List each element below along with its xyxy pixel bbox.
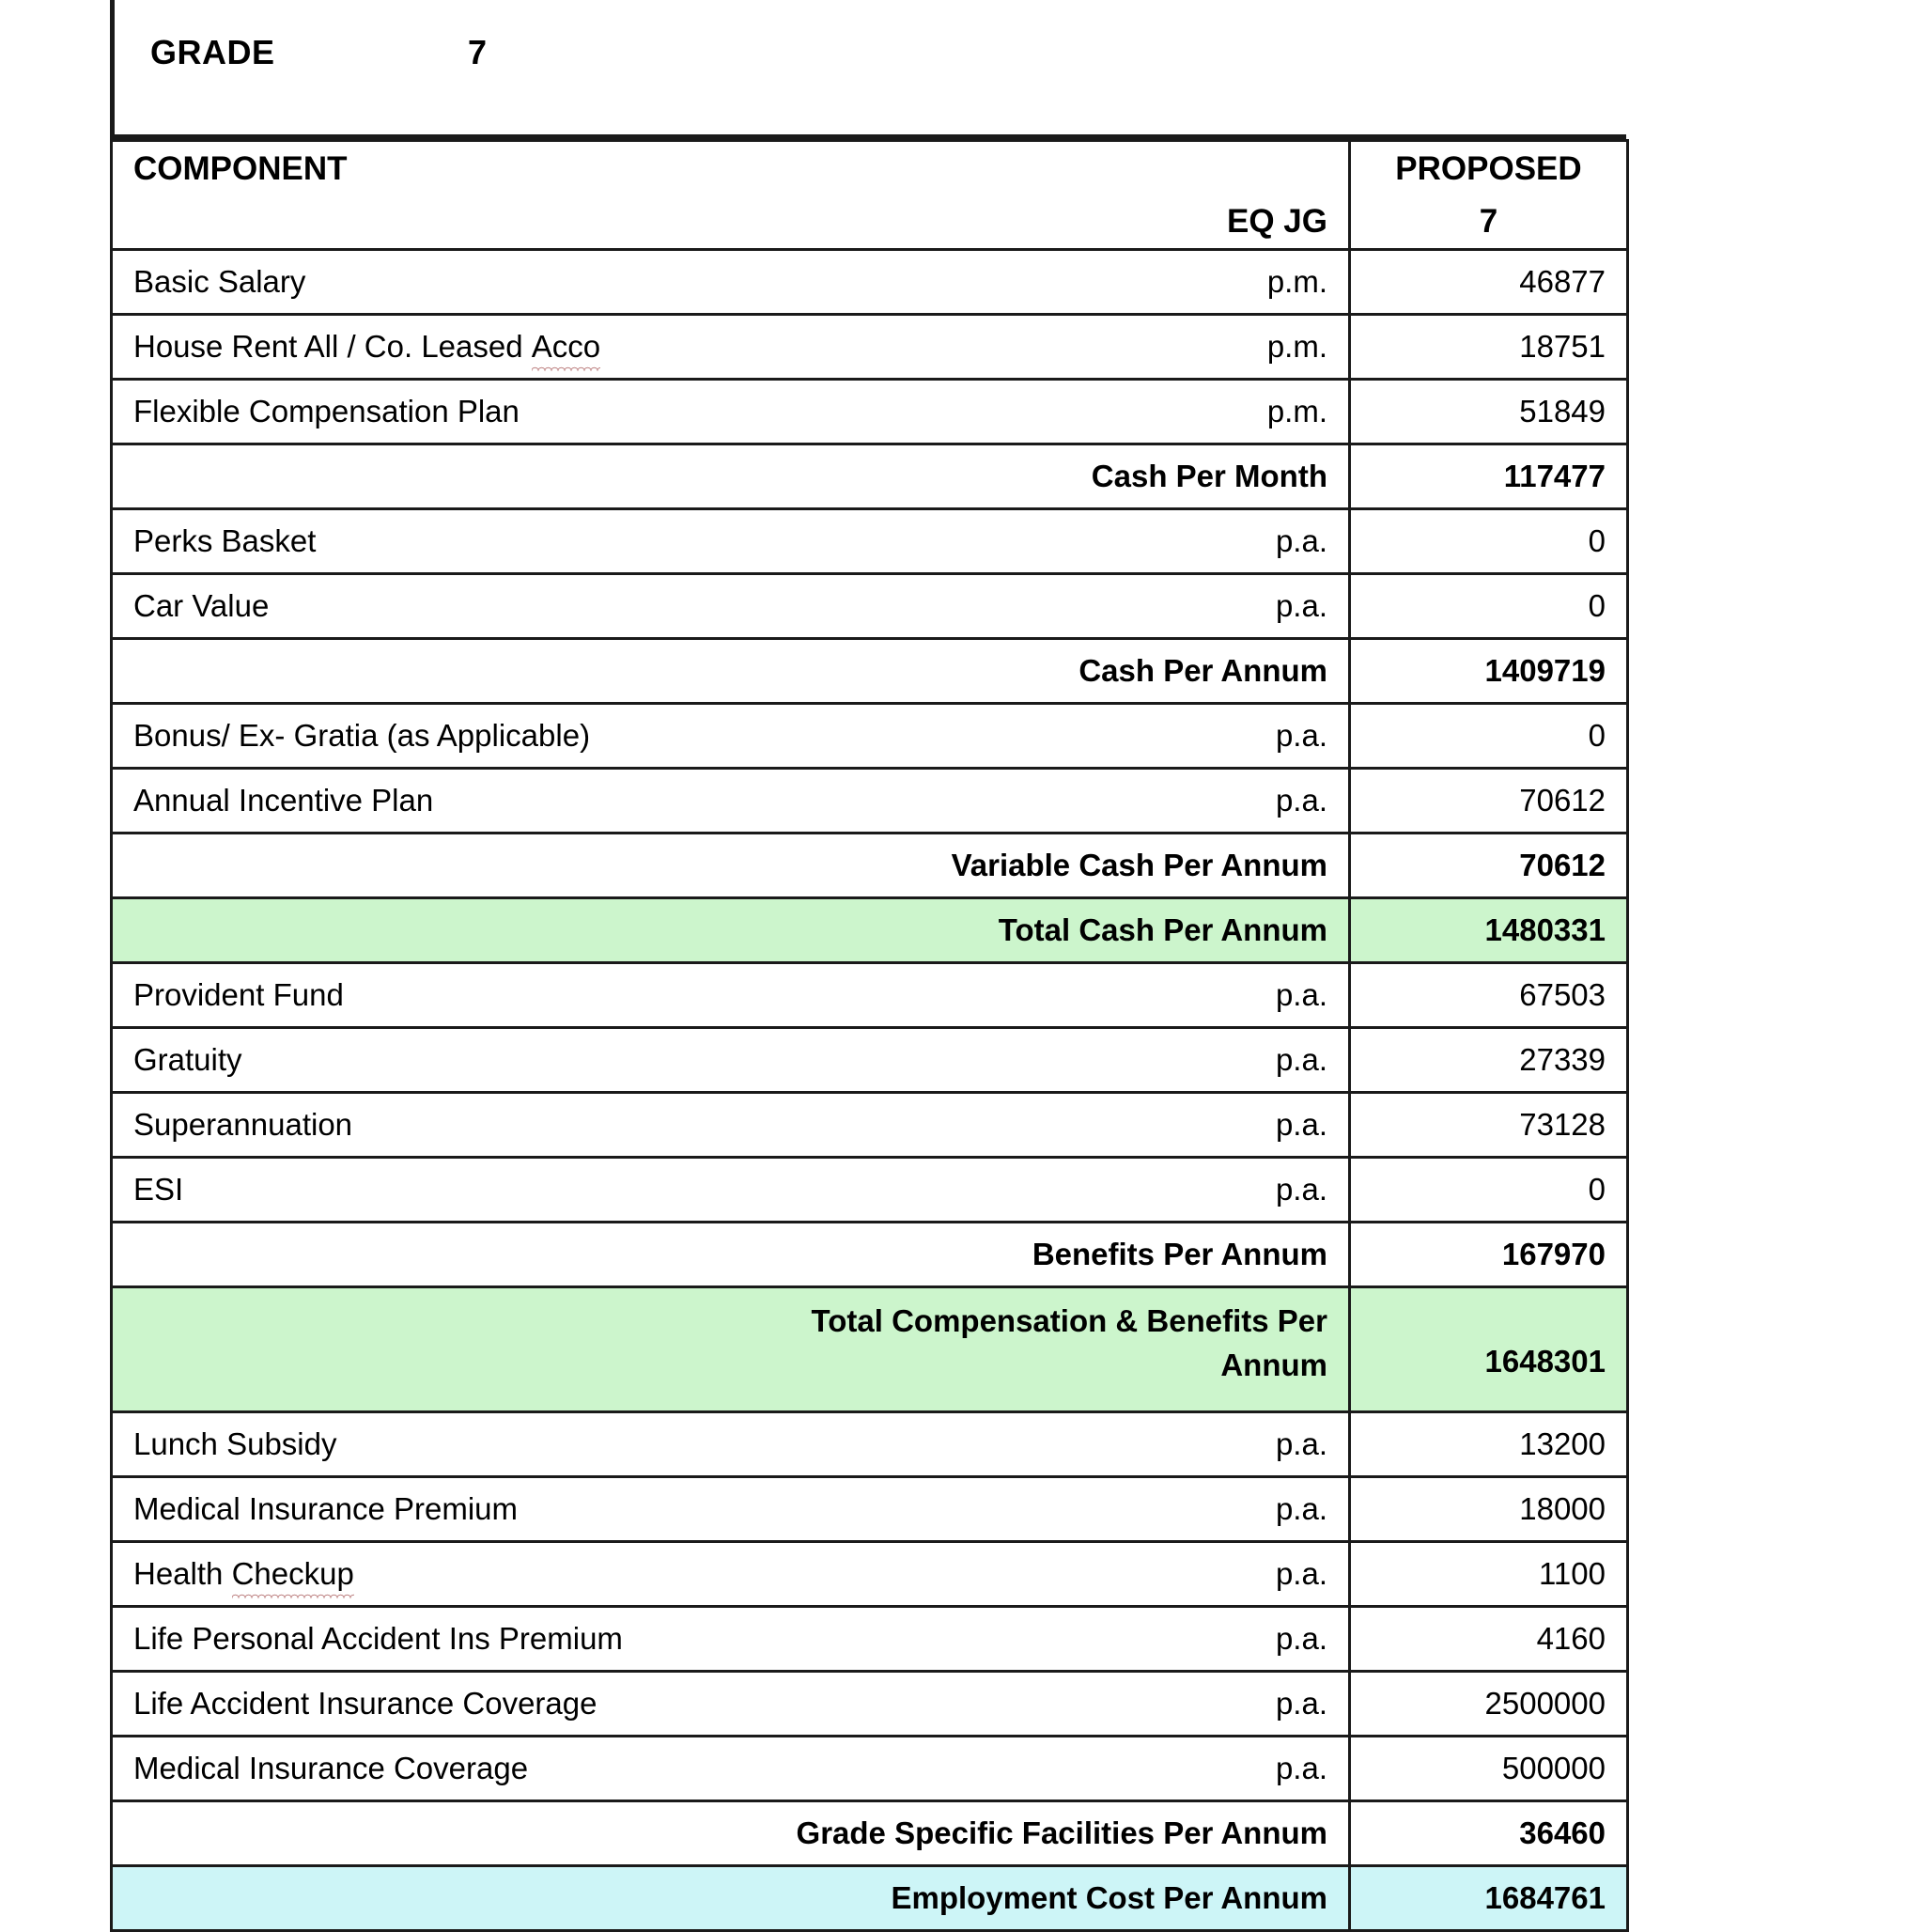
row-label-cell [112, 1866, 1350, 1931]
row-unit: p.m. [1266, 394, 1327, 428]
table-body [112, 141, 1628, 1931]
row-label-cell [112, 315, 1350, 380]
table-row [112, 834, 1628, 898]
row-label-cell [112, 1607, 1350, 1672]
table-row [112, 1801, 1628, 1866]
row-value: 36460 [1350, 1801, 1628, 1866]
row-label: ESI [133, 1172, 184, 1207]
row-label-cell [112, 704, 1350, 769]
row-value: 18751 [1350, 315, 1628, 380]
row-unit: p.a. [1275, 1107, 1327, 1142]
header-component-label: COMPONENT [133, 149, 348, 187]
row-label-cell [112, 898, 1350, 963]
table-row [112, 1737, 1628, 1801]
row-value: 0 [1350, 574, 1628, 639]
table-header-row [112, 141, 1628, 250]
header-component-cell [112, 141, 1350, 250]
row-value: 1100 [1350, 1542, 1628, 1607]
row-value: 167970 [1350, 1223, 1628, 1287]
row-label-cell [112, 639, 1350, 704]
row-label-cell [112, 1158, 1350, 1223]
row-label: Basic Salary [133, 264, 306, 299]
row-unit: p.a. [1275, 783, 1327, 818]
row-label-cell [112, 1477, 1350, 1542]
row-label-cell [112, 1542, 1350, 1607]
row-label-cell [112, 769, 1350, 834]
row-value: 4160 [1350, 1607, 1628, 1672]
row-label: Variable Cash Per Annum [951, 848, 1327, 882]
row-unit: p.a. [1275, 588, 1327, 623]
row-value: 1684761 [1350, 1866, 1628, 1931]
row-label-cell [112, 574, 1350, 639]
row-unit: p.a. [1275, 1426, 1327, 1461]
header-proposed-cell [1350, 141, 1628, 250]
row-label-cell [112, 1672, 1350, 1737]
row-value: 67503 [1350, 963, 1628, 1028]
row-value: 2500000 [1350, 1672, 1628, 1737]
row-unit: p.a. [1275, 1751, 1327, 1785]
row-label-cell [112, 1801, 1350, 1866]
table-row [112, 1158, 1628, 1223]
table-row [112, 380, 1628, 444]
row-label-cell [112, 444, 1350, 509]
row-label: House Rent All / Co. Leased Acco [133, 329, 601, 364]
row-value: 1409719 [1350, 639, 1628, 704]
row-value: 70612 [1350, 769, 1628, 834]
spellcheck-underlined-word: Acco [531, 329, 601, 364]
table-row [112, 1866, 1628, 1931]
table-row [112, 1223, 1628, 1287]
table-row [112, 1607, 1628, 1672]
row-value: 27339 [1350, 1028, 1628, 1093]
row-label: Employment Cost Per Annum [891, 1880, 1327, 1915]
table-row [112, 1412, 1628, 1477]
row-label: Benefits Per Annum [1032, 1237, 1327, 1271]
row-label-cell [112, 1287, 1350, 1412]
row-value: 51849 [1350, 380, 1628, 444]
row-label-cell [112, 1093, 1350, 1158]
table-row [112, 704, 1628, 769]
grade-value: 7 [468, 33, 488, 71]
row-unit: p.m. [1266, 329, 1327, 364]
row-label-cell [112, 1412, 1350, 1477]
table-row [112, 444, 1628, 509]
row-value: 117477 [1350, 444, 1628, 509]
row-label: Medical Insurance Premium [133, 1491, 518, 1526]
row-label: Cash Per Month [1091, 459, 1327, 493]
row-value: 70612 [1350, 834, 1628, 898]
table-row [112, 574, 1628, 639]
row-value: 18000 [1350, 1477, 1628, 1542]
table-row [112, 1542, 1628, 1607]
row-label: Superannuation [133, 1107, 353, 1142]
row-label: Annual Incentive Plan [133, 783, 434, 818]
table-row [112, 509, 1628, 574]
grade-label: GRADE [150, 33, 275, 71]
row-label: Car Value [133, 588, 270, 623]
grade-header-block [110, 0, 1626, 139]
row-label: Total Compensation & Benefits Per [811, 1303, 1327, 1338]
row-label-cell [112, 1223, 1350, 1287]
table-row [112, 963, 1628, 1028]
compensation-table [110, 139, 1629, 1932]
row-value: 0 [1350, 509, 1628, 574]
row-value: 13200 [1350, 1412, 1628, 1477]
table-row [112, 639, 1628, 704]
row-label: Total Cash Per Annum [998, 912, 1327, 947]
row-label: Provident Fund [133, 977, 344, 1012]
row-value: 46877 [1350, 250, 1628, 315]
row-label-cell [112, 1737, 1350, 1801]
row-label-cell [112, 834, 1350, 898]
row-label: Cash Per Annum [1078, 653, 1327, 688]
header-proposed-value: 7 [1479, 202, 1498, 240]
row-unit: p.a. [1275, 977, 1327, 1012]
row-label-line2: Annum [1220, 1347, 1327, 1382]
header-eqjg-label: EQ JG [1227, 202, 1327, 240]
row-label-cell [112, 380, 1350, 444]
table-row [112, 769, 1628, 834]
row-unit: p.a. [1275, 1686, 1327, 1721]
row-label: Bonus/ Ex- Gratia (as Applicable) [133, 718, 591, 753]
table-row [112, 1672, 1628, 1737]
row-label: Medical Insurance Coverage [133, 1751, 529, 1785]
row-label: Life Personal Accident Ins Premium [133, 1621, 623, 1656]
row-value: 73128 [1350, 1093, 1628, 1158]
row-unit: p.a. [1275, 1491, 1327, 1526]
spellcheck-underlined-word: Checkup [231, 1556, 354, 1591]
row-value: 0 [1350, 704, 1628, 769]
table-row [112, 1093, 1628, 1158]
row-unit: p.a. [1275, 1556, 1327, 1591]
row-label: Lunch Subsidy [133, 1426, 337, 1461]
table-row [112, 315, 1628, 380]
row-label-cell [112, 963, 1350, 1028]
row-unit: p.a. [1275, 1621, 1327, 1656]
row-label-cell [112, 1028, 1350, 1093]
row-unit: p.m. [1266, 264, 1327, 299]
row-label: Gratuity [133, 1042, 242, 1077]
row-value: 1648301 [1350, 1287, 1628, 1412]
row-label: Flexible Compensation Plan [133, 394, 520, 428]
row-value: 0 [1350, 1158, 1628, 1223]
table-row [112, 250, 1628, 315]
row-unit: p.a. [1275, 718, 1327, 753]
row-value: 500000 [1350, 1737, 1628, 1801]
row-label-cell [112, 509, 1350, 574]
table-row [112, 898, 1628, 963]
table-row [112, 1287, 1628, 1412]
row-unit: p.a. [1275, 523, 1327, 558]
row-label: Grade Specific Facilities Per Annum [796, 1815, 1327, 1850]
row-label-cell [112, 250, 1350, 315]
header-proposed-label: PROPOSED [1395, 149, 1582, 187]
row-label: Life Accident Insurance Coverage [133, 1686, 597, 1721]
row-unit: p.a. [1275, 1172, 1327, 1207]
row-label: Perks Basket [133, 523, 317, 558]
table-row [112, 1477, 1628, 1542]
row-unit: p.a. [1275, 1042, 1327, 1077]
table-row [112, 1028, 1628, 1093]
row-value: 1480331 [1350, 898, 1628, 963]
row-label: Health Checkup [133, 1556, 354, 1591]
